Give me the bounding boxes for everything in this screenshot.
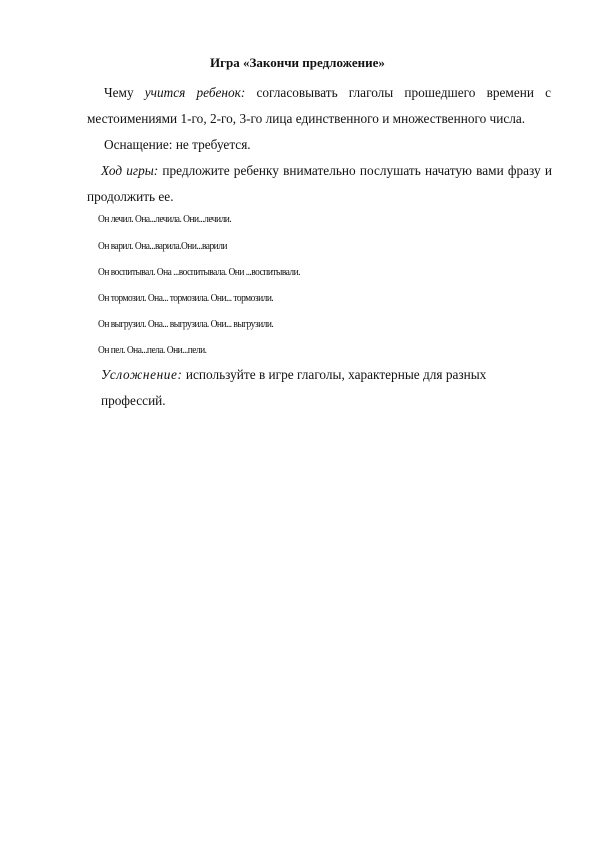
goal-text-2: местоимениями 1-го, 2-го, 3-го лица единственного и множественного числа. bbox=[87, 111, 526, 126]
example-line-3: Он воспитывал. Она ...воспитывала. Они ...воспитывали. bbox=[98, 266, 301, 278]
procedure-line-1 bbox=[101, 158, 552, 184]
complication-text-1: используйте в игре глаголы, характерные для разных bbox=[182, 367, 487, 382]
example-line-2: Он варил. Она...варила.Они...варили bbox=[98, 240, 227, 252]
procedure-text-2: продолжить ее. bbox=[87, 189, 174, 204]
complication-line-1 bbox=[101, 362, 486, 388]
complication-italic-label: Усложнение: bbox=[101, 367, 183, 382]
procedure-italic-label: Ход игры: bbox=[101, 163, 159, 178]
goal-text-1: согласовывать глаголы прошедшего времени с bbox=[245, 85, 551, 100]
example-line-6: Он пел. Она...пела. Они...пели. bbox=[98, 344, 207, 356]
complication-line-2 bbox=[101, 388, 166, 414]
page-title: Игра «Закончи предложение» bbox=[210, 55, 385, 70]
goal-line-2 bbox=[87, 106, 525, 132]
equipment-line bbox=[104, 132, 251, 158]
procedure-line-2 bbox=[87, 184, 174, 210]
goal-lead: Чему bbox=[104, 85, 145, 100]
example-line-5: Он выгрузил. Она... выгрузила. Они... выгрузили. bbox=[98, 318, 274, 330]
procedure-text-1: предложите ребенку внимательно послушать начатую вами фразу и bbox=[158, 163, 552, 178]
example-line-1: Он лечил. Она...лечила. Они...лечили. bbox=[98, 213, 232, 225]
goal-line-1 bbox=[104, 80, 551, 106]
goal-italic-label: учится ребенок: bbox=[144, 85, 246, 100]
complication-text-2: профессий. bbox=[101, 393, 166, 408]
example-line-4: Он тормозил. Она... тормозила. Они... тормозили. bbox=[98, 292, 274, 304]
equipment-text: Оснащение: не требуется. bbox=[104, 137, 251, 152]
